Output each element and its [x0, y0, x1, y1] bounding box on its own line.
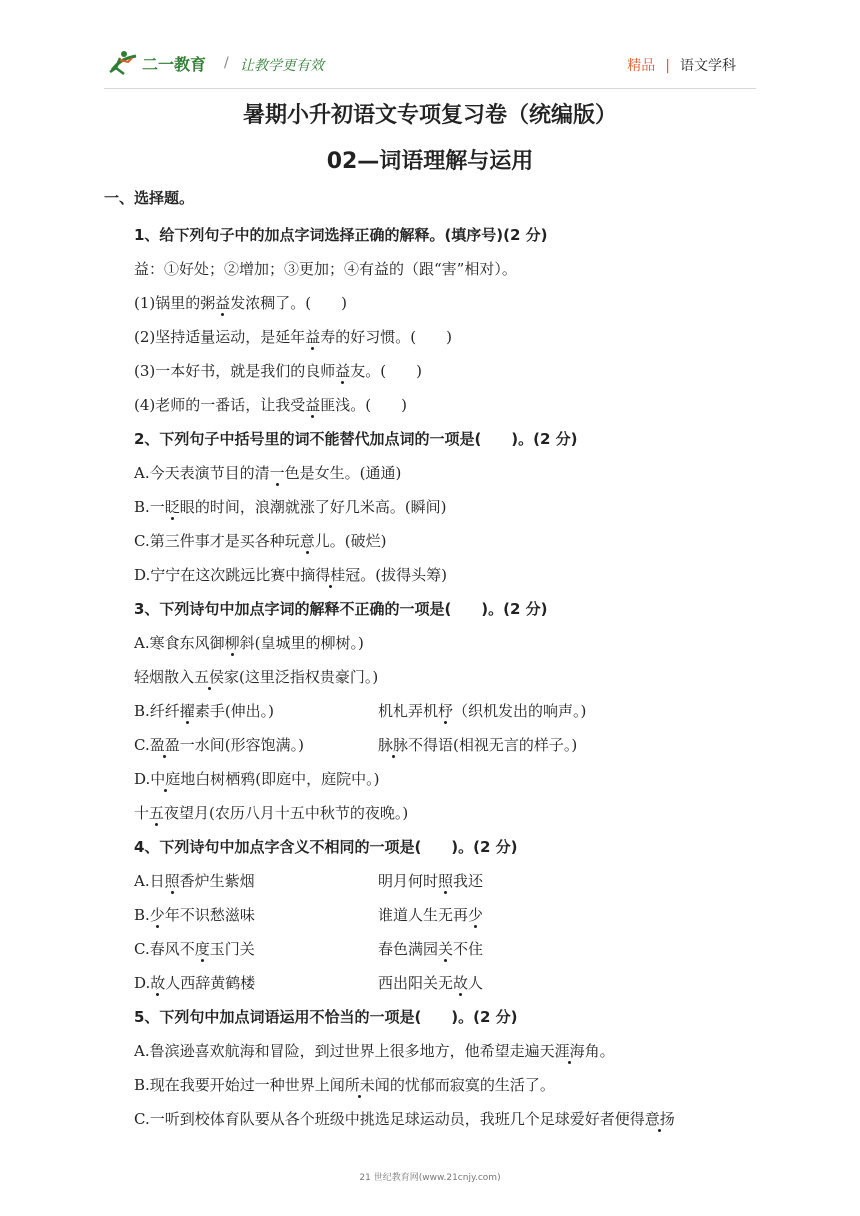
question-3-stem: 3、下列诗句中加点字词的解释不正确的一项是( )。(2 分) [134, 600, 548, 618]
question-1-item-4: (4)老师的一番话，让我受益匪浅。( ) [134, 396, 407, 414]
tag-separator: | [665, 58, 670, 74]
brand-name: 二一教育 [142, 55, 207, 74]
question-5-option-b: B.现在我要开始过一种世界上闻所未闻的忧郁而寂寞的生活了。 [134, 1076, 555, 1094]
question-3-option-a-line2: 轻烟散入五侯家(这里泛指权贵豪门。) [134, 668, 379, 686]
exam-content [104, 184, 764, 1136]
page-header [0, 0, 860, 92]
question-3-option-a: A.寒食东风御柳斜(皇城里的柳树。) [134, 634, 364, 652]
question-2-option-a: A.今天表演节目的清一色是女生。(通通) [134, 464, 402, 482]
question-1-stem: 1、给下列句子中的加点字词选择正确的解释。(填序号)(2 分) [134, 226, 548, 244]
brand-logo-icon [106, 48, 222, 80]
header-slogan: 让教学更有效 [240, 58, 324, 74]
section-heading: 一、选择题。 [104, 189, 195, 207]
question-2-option-d: D.宁宁在这次跳远比赛中摘得桂冠。(拔得头筹) [134, 566, 447, 584]
question-1-item-2: (2)坚持适量运动，是延年益寿的好习惯。( ) [134, 328, 452, 346]
doc-subtitle: 02—词语理解与运用 [326, 149, 534, 174]
question-2-option-b: B.一眨眼的时间，浪潮就涨了好几米高。(瞬间) [134, 498, 447, 516]
page-footer: 21 世纪教育网(www.21cnjy.com) [359, 1173, 501, 1183]
question-4-stem: 4、下列诗句中加点字含义不相同的一项是( )。(2 分) [134, 838, 518, 856]
question-2-stem: 2、下列句子中括号里的词不能替代加点词的一项是( )。(2 分) [134, 430, 578, 448]
question-3-option-b: B.纤纤擢素手(伸出。) 机札弄机杼（织机发出的响声。) [134, 702, 587, 720]
question-5-stem: 5、下列句中加点词语运用不恰当的一项是( )。(2 分) [134, 1008, 518, 1026]
question-4-option-c: C.春风不度玉门关 春色满园关不住 [134, 940, 484, 958]
question-4-option-b: B.少年不识愁滋味 谁道人生无再少 [134, 906, 484, 924]
question-2-option-c: C.第三件事才是买各种玩意儿。(破烂) [134, 532, 387, 550]
doc-title: 暑期小升初语文专项复习卷（统编版） [242, 103, 617, 128]
question-3-option-d-line2: 十五夜望月(农历八月十五中秋节的夜晚。) [134, 804, 409, 822]
question-4-option-a: A.日照香炉生紫烟 明月何时照我还 [134, 872, 484, 890]
question-3-option-c: C.盈盈一水间(形容饱满。) 脉脉不得语(相视无言的样子。) [134, 736, 578, 754]
quality-tag: 精品 [627, 58, 656, 74]
header-divider: / [224, 55, 229, 71]
question-5-option-c: C.一听到校体育队要从各个班级中挑选足球运动员，我班几个足球爱好者便得意扬 [134, 1110, 675, 1128]
question-1-item-3: (3)一本好书，就是我们的良师益友。( ) [134, 362, 422, 380]
question-1-definition: 益：①好处；②增加；③更加；④有益的（跟“害”相对）。 [134, 260, 517, 278]
header-rule [104, 88, 756, 89]
question-1-item-1: (1)锅里的粥益发浓稠了。( ) [134, 294, 347, 312]
question-3-option-d: D.中庭地白树栖鸦(即庭中，庭院中。) [134, 770, 380, 788]
subject-tag: 语文学科 [680, 58, 736, 74]
question-5-option-a: A.鲁滨逊喜欢航海和冒险，到过世界上很多地方，他希望走遍天涯海角。 [134, 1042, 615, 1060]
question-4-option-d: D.故人西辞黄鹤楼 西出阳关无故人 [134, 974, 484, 992]
header-tags [627, 55, 736, 75]
